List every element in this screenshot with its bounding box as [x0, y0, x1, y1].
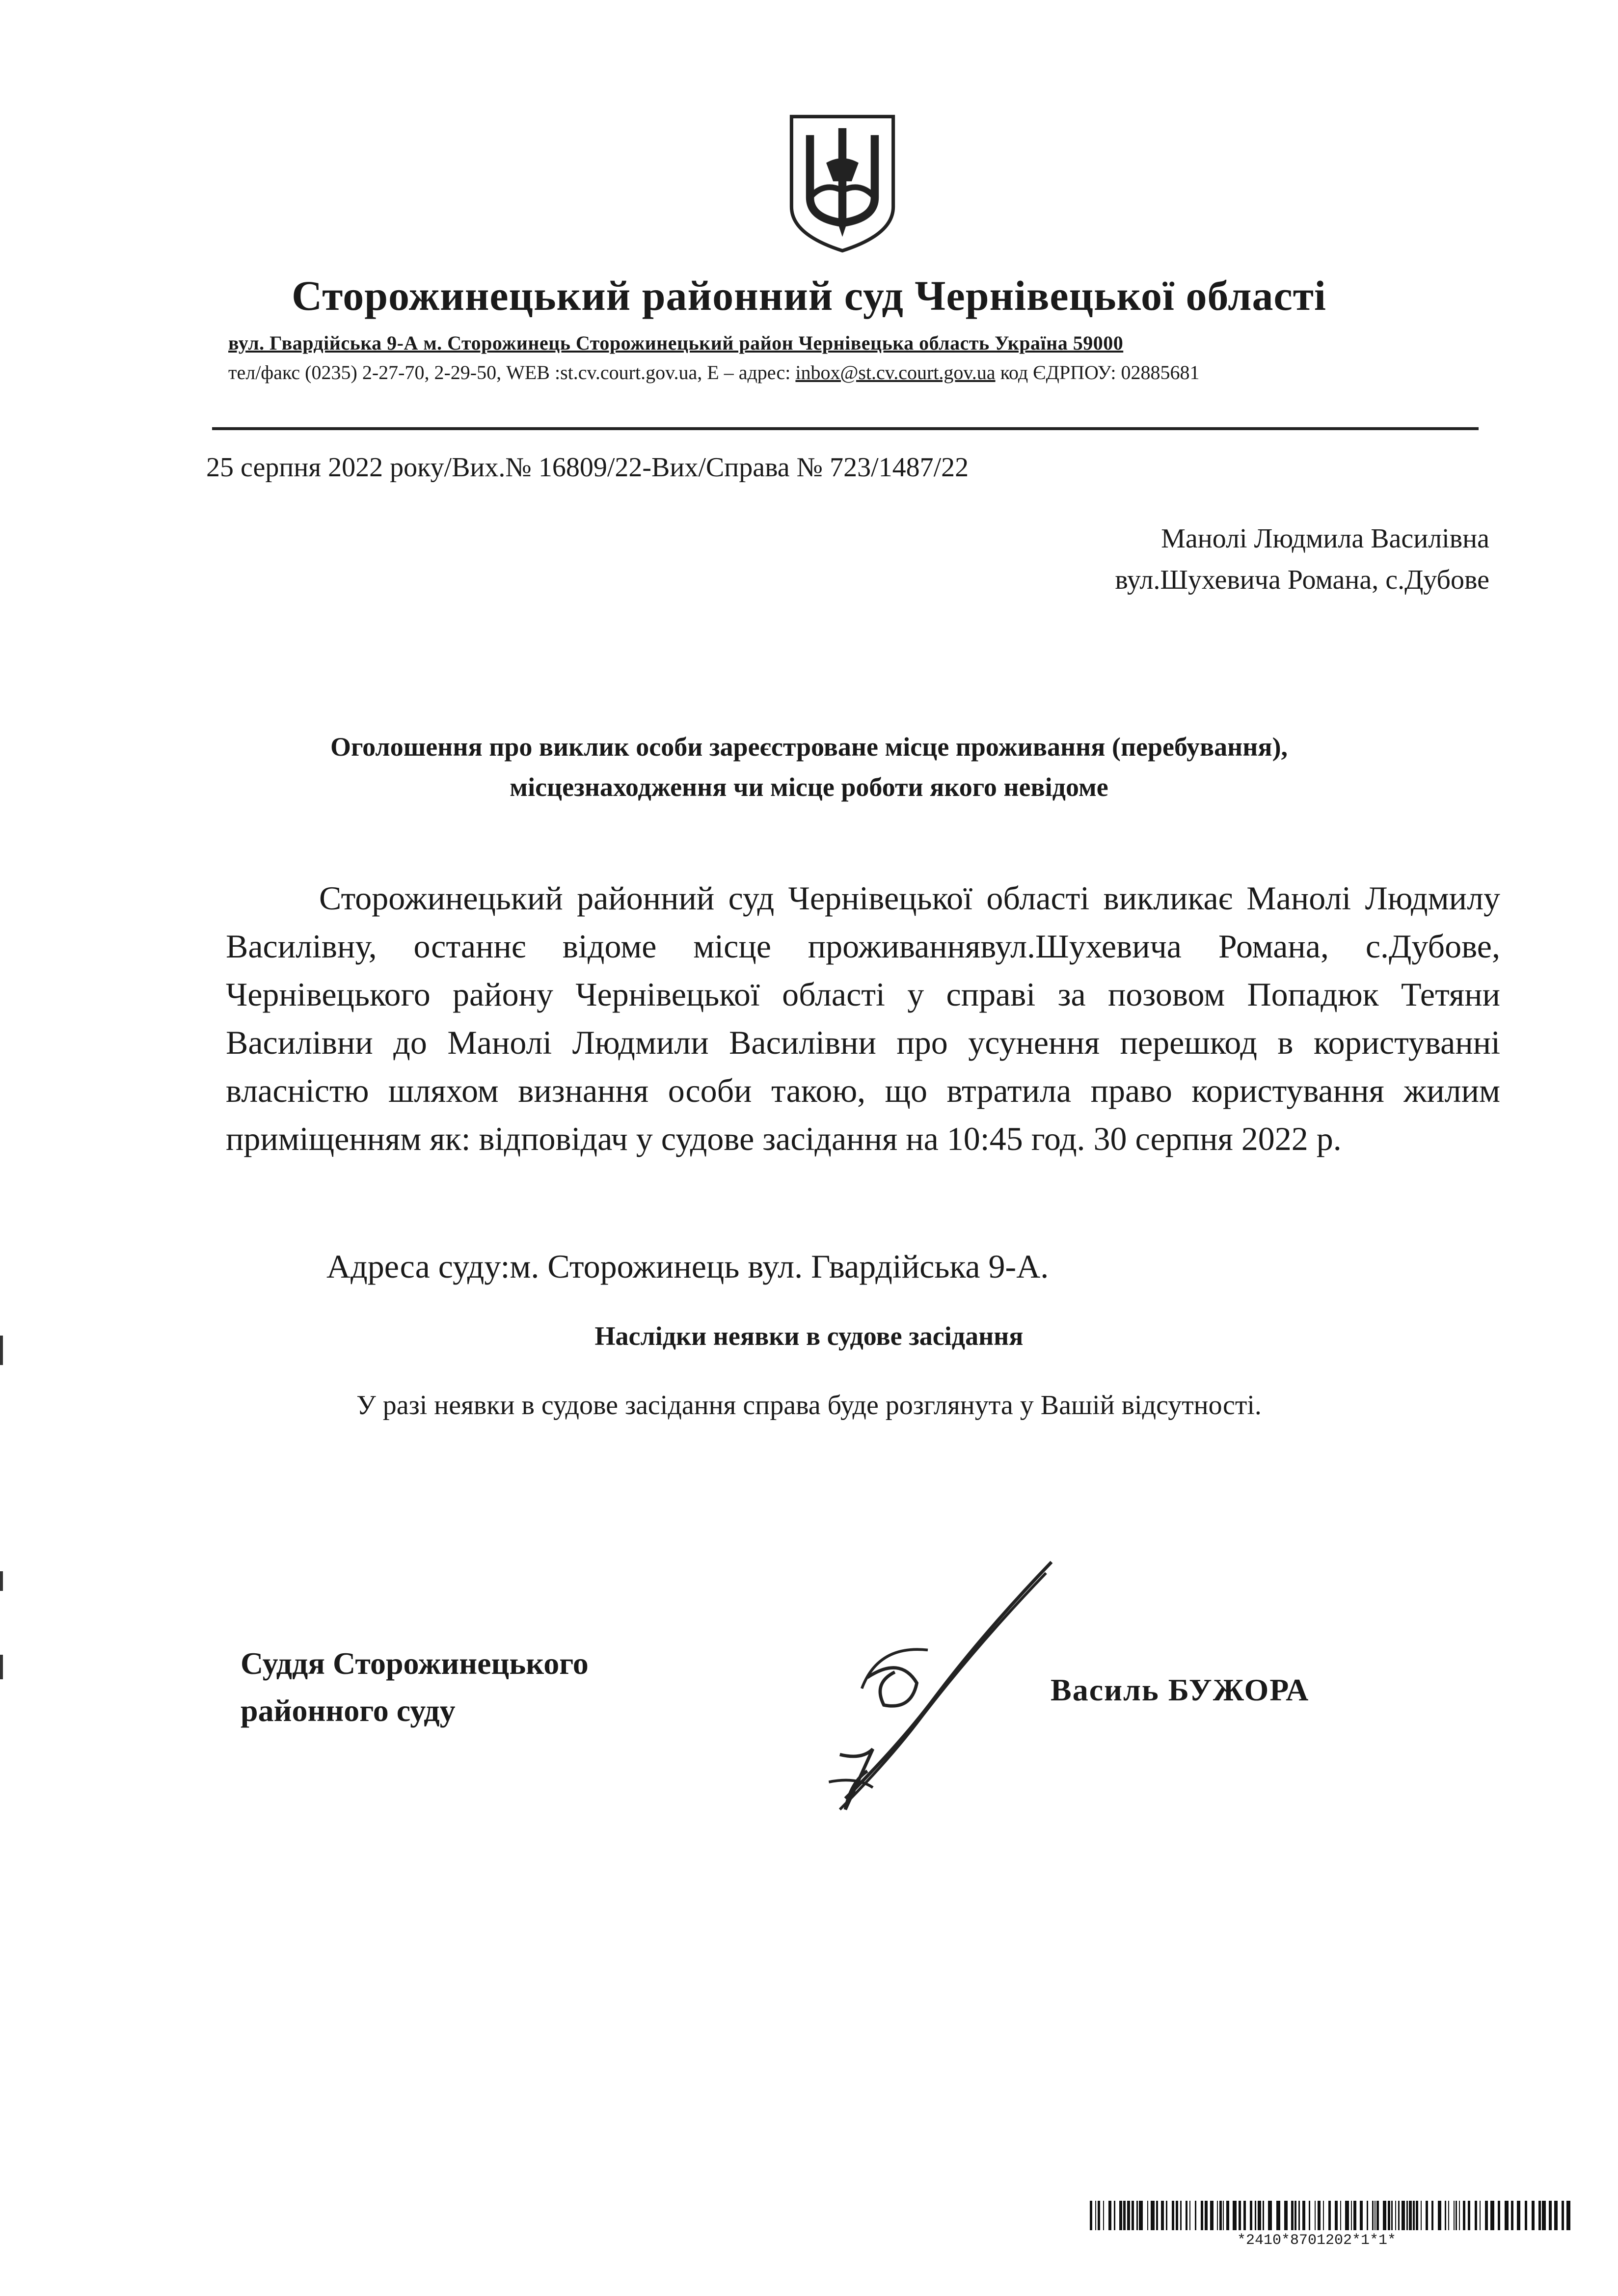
scan-edge-mark	[0, 1655, 3, 1679]
barcode-bar	[1136, 2201, 1138, 2230]
barcode-bar	[1549, 2201, 1552, 2230]
barcode-bar	[1291, 2201, 1294, 2230]
barcode-bar	[1532, 2201, 1535, 2230]
barcode-bar	[1302, 2201, 1305, 2230]
barcode-bar	[1217, 2201, 1218, 2230]
barcode-bar	[1239, 2201, 1241, 2230]
barcode-bar	[1372, 2201, 1374, 2230]
barcode-bar	[1318, 2201, 1321, 2230]
barcode-bar	[1542, 2201, 1546, 2230]
judge-title-line2: районного суду	[241, 1693, 456, 1728]
notice-title-line1: Оголошення про виклик особи зареєстроване місце проживання (перебування),	[330, 732, 1288, 762]
judge-title	[241, 1640, 589, 1734]
barcode-bar	[1309, 2201, 1310, 2230]
barcode-bar	[1161, 2201, 1164, 2230]
barcode-bar	[1525, 2201, 1527, 2230]
barcode-bar	[1391, 2201, 1393, 2230]
barcode-bar	[1108, 2201, 1111, 2230]
barcode-bar	[1095, 2201, 1096, 2230]
barcode-bar	[1201, 2201, 1203, 2230]
consequences-text: У разі неявки в судове засідання справа буде розглянута у Вашій відсутності.	[356, 1390, 1262, 1421]
barcode-bar	[1463, 2201, 1465, 2230]
judge-name: Василь БУЖОРА	[1051, 1672, 1310, 1707]
consequences-heading: Наслідки неявки в судове засідання	[594, 1321, 1024, 1351]
barcode-bar	[1490, 2201, 1494, 2230]
barcode-bar	[1517, 2201, 1520, 2230]
barcode-bar	[1409, 2201, 1412, 2230]
barcode-bar	[1103, 2201, 1104, 2230]
trident-coat-of-arms-icon	[784, 112, 900, 255]
handwritten-signature	[790, 1557, 1065, 1831]
barcode-bar	[1445, 2201, 1446, 2230]
barcode-bar	[1123, 2201, 1126, 2230]
notice-body: Сторожинецький районний суд Чернівецької області викликає Манолі Людмилу Василівну, останнє відоме місце проживаннявул.Шухевича Романа, с.Дубове, Чернівецького району Чернівецької області у справі за позовом Попадюк Тетяни Василівни до Манолі Людмили Василівни про усунення перешкод в користуванні власністю шляхом визнання особи такою, що втратила право користування жилим приміщенням як: відповідач у судове засідання на 10:45 год. 30 серпня 2022 р.	[226, 879, 1500, 1157]
barcode-bar	[1268, 2201, 1272, 2230]
barcode-icon	[1090, 2201, 1571, 2230]
recipient-block	[1115, 518, 1489, 601]
letterhead-divider	[212, 427, 1479, 430]
barcode-bar	[1151, 2201, 1155, 2230]
barcode-bar	[1402, 2201, 1405, 2230]
barcode-bar	[1480, 2201, 1481, 2230]
barcode-bar	[1485, 2201, 1488, 2230]
barcode-bar	[1367, 2201, 1368, 2230]
barcode-bar	[1421, 2201, 1422, 2230]
barcode-bar	[1315, 2201, 1316, 2230]
barcode-number: *2410*8701202*1*1*	[1237, 2232, 1397, 2249]
scan-edge-mark	[0, 1571, 3, 1591]
barcode-bar	[1353, 2201, 1356, 2230]
barcode-bar	[1127, 2201, 1130, 2230]
barcode-bar	[1119, 2201, 1122, 2230]
barcode-bar	[1132, 2201, 1134, 2230]
barcode-bar	[1172, 2201, 1174, 2230]
barcode-bar	[1454, 2201, 1455, 2230]
barcode-bar	[1340, 2201, 1341, 2230]
barcode-bar	[1376, 2201, 1379, 2230]
barcode-bar	[1255, 2201, 1256, 2230]
barcode-bar	[1243, 2201, 1246, 2230]
barcode-bar	[1538, 2201, 1541, 2230]
barcode-bar	[1383, 2201, 1386, 2230]
outgoing-reference: 25 серпня 2022 року/Вих.№ 16809/22-Вих/Справа № 723/1487/22	[206, 452, 969, 483]
barcode-bar	[1498, 2201, 1500, 2230]
contacts-suffix: код ЄДРПОУ: 02885681	[995, 361, 1200, 383]
barcode-bar	[1156, 2201, 1158, 2230]
barcode-bar	[1114, 2201, 1115, 2230]
barcode-bar	[1263, 2201, 1264, 2230]
court-email: inbox@st.cv.court.gov.ua	[795, 361, 996, 383]
barcode-bar	[1360, 2201, 1363, 2230]
barcode-bar	[1250, 2201, 1252, 2230]
barcode-bar	[1562, 2201, 1564, 2230]
barcode-bar	[1431, 2201, 1433, 2230]
barcode-bar	[1459, 2201, 1460, 2230]
barcode-bar	[1426, 2201, 1428, 2230]
barcode-bar	[1413, 2201, 1415, 2230]
barcode-bar	[1323, 2201, 1324, 2230]
notice-title-line2: місцезнаходження чи місце роботи якого невідоме	[510, 772, 1108, 802]
barcode-bar	[1166, 2201, 1167, 2230]
barcode-bar	[1351, 2201, 1352, 2230]
barcode-bar	[1219, 2201, 1222, 2230]
recipient-name: Манолі Людмила Василівна	[1161, 523, 1489, 554]
barcode-bar	[1398, 2201, 1400, 2230]
court-address-line: вул. Гвардійська 9-А м. Сторожинець Сторожинецький район Чернівецька область Україна 59000	[228, 332, 1124, 354]
barcode-bar	[1566, 2201, 1570, 2230]
barcode-bar	[1090, 2201, 1092, 2230]
barcode-bar	[1284, 2201, 1288, 2230]
barcode-bar	[1276, 2201, 1280, 2230]
barcode-bar	[1189, 2201, 1190, 2230]
barcode-bar	[1395, 2201, 1396, 2230]
barcode-bar	[1223, 2201, 1224, 2230]
court-name: Сторожинецький районний суд Чернівецької області	[292, 272, 1326, 319]
barcode-bar	[1180, 2201, 1182, 2230]
barcode-bar	[1328, 2201, 1331, 2230]
barcode-bar	[1511, 2201, 1513, 2230]
barcode-bar	[1139, 2201, 1143, 2230]
barcode-bar	[1505, 2201, 1509, 2230]
barcode-bar	[1298, 2201, 1300, 2230]
recipient-address: вул.Шухевича Романа, с.Дубове	[1115, 565, 1489, 595]
barcode-bar	[1258, 2201, 1261, 2230]
barcode-bar	[1456, 2201, 1457, 2230]
barcode-bar	[1335, 2201, 1338, 2230]
barcode-bar	[1345, 2201, 1349, 2230]
barcode-bar	[1388, 2201, 1390, 2230]
barcode-bar	[1186, 2201, 1187, 2230]
barcode-bar	[1205, 2201, 1208, 2230]
court-address: Адреса суду:м. Сторожинець вул. Гвардійська 9-А.	[326, 1248, 1049, 1285]
barcode-bar	[1448, 2201, 1449, 2230]
barcode-bar	[1554, 2201, 1558, 2230]
barcode-bar	[1098, 2201, 1100, 2230]
contacts-prefix: тел/факс (0235) 2-27-70, 2-29-50, WEB :st.cv.court.gov.ua, Е – адрес:	[228, 361, 796, 383]
barcode-bar	[1416, 2201, 1418, 2230]
court-contacts	[228, 361, 1200, 384]
barcode-bar	[1468, 2201, 1470, 2230]
barcode-bar	[1406, 2201, 1408, 2230]
notice-title	[0, 727, 1618, 807]
barcode-bar	[1176, 2201, 1178, 2230]
barcode-bar	[1233, 2201, 1237, 2230]
barcode-bar	[1226, 2201, 1229, 2230]
barcode-bar	[1475, 2201, 1477, 2230]
barcode-bar	[1195, 2201, 1196, 2230]
barcode-bar	[1438, 2201, 1441, 2230]
barcode-bar	[1147, 2201, 1148, 2230]
judge-title-line1: Суддя Сторожинецького	[241, 1646, 589, 1681]
barcode-bar	[1210, 2201, 1214, 2230]
scan-edge-mark	[0, 1336, 3, 1365]
barcode-bar	[1294, 2201, 1296, 2230]
